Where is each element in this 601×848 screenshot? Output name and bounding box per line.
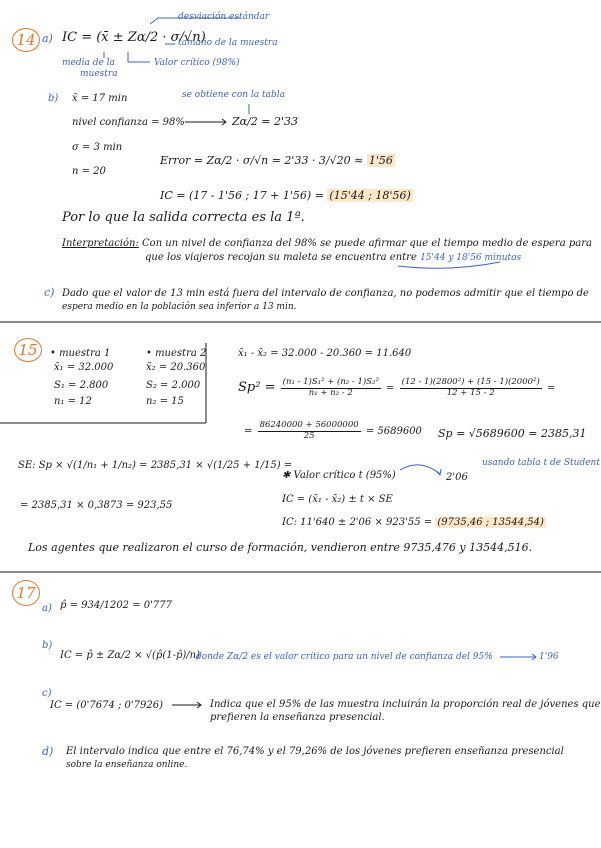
p15-valor-critico: ✱ Valor crítico t (95%)	[282, 470, 396, 481]
p14-interp-line1	[62, 238, 592, 250]
p17-c-formula: IC = (0'7674 ; 0'7926)	[50, 700, 163, 711]
p17-b-value: 1'96	[539, 652, 559, 662]
p14-interp-label: Interpretación:	[62, 238, 139, 249]
p15-sp-num: (n₁ - 1)S₁² + (n₂ - 1)S₂²	[282, 377, 379, 387]
p14-a-valor-critico: Valor crítico (98%)	[154, 58, 240, 68]
p14-a-formula: IC = (x̄ ± Zα/2 · σ/√n)	[62, 30, 206, 45]
p17-a-formula: p̂ = 934/1202 = 0'777	[60, 600, 172, 611]
p14-b-nivel: nivel confianza = 98%	[72, 117, 185, 128]
p14-b-sigma: σ = 3 min	[72, 142, 123, 153]
p15-calc-row: = $\frac{86240000 + 56000000}{25}$ = 5689600	[244, 420, 422, 441]
p14-b-xbar: x̄ = 17 min	[72, 93, 128, 104]
p15-ic-calc-row	[282, 517, 546, 529]
p14-interp-text2: que los viajeros recojan su maleta se encuentra entre	[145, 252, 417, 263]
p14-b-ic	[160, 190, 413, 203]
p14-c-line1: Dado que el valor de 13 min está fuera del intervalo de confianza, no podemos admitir que el tiempo de	[62, 288, 589, 299]
p15-sp-den: n₁ + n₂ - 2	[308, 387, 353, 398]
p14-b-z: Zα/2 = 2'33	[232, 115, 299, 128]
p15-calc-num: 86240000 + 56000000	[259, 420, 359, 430]
p15-conclusion: Los agentes que realizaron el curso de formación, vendieron entre 9735,476 y 13544,516.	[28, 541, 533, 554]
p14-b-error	[160, 155, 395, 168]
p14-b-n: n = 20	[72, 166, 106, 177]
p17-c-text2: prefieren la enseñanza presencial.	[210, 712, 385, 723]
p14-b-tabla: se obtiene con la tabla	[182, 90, 285, 100]
p15-sp-num2: (12 - 1)(2800²) + (15 - 1)(2000²)	[401, 377, 540, 387]
p14-b-error-formula: Error = Zα/2 · σ/√n = 2'33 · 3/√20 ≈	[160, 154, 364, 167]
p15-diff: x̄₁ - x̄₂ = 32.000 - 20.360 = 11.640	[238, 348, 412, 359]
p14-interp-line2	[145, 252, 521, 264]
p17-d-label: d)	[42, 745, 54, 758]
p17-a-label: a)	[42, 603, 52, 614]
p15-sp-frac2	[400, 378, 542, 399]
p14-b-error-value: 1'56	[368, 154, 393, 167]
p14-a-desviacion: desviación estándar	[178, 12, 270, 22]
p15-m1-x: x̄₁ = 32.000	[54, 362, 114, 373]
p15-vc-note: usando tabla t de Student	[482, 458, 600, 468]
p14-a-media1: media de la	[62, 58, 115, 68]
p15-se-line2: = 2385,31 × 0,3873 = 923,55	[20, 500, 173, 511]
p17-b-formula: IC = p̂ ± Zα/2 × √(p̂(1-p̂)/n)	[60, 650, 200, 661]
problem-15-number: 15	[14, 338, 42, 362]
p14-conclusion: Por lo que la salida correcta es la 1ª.	[62, 210, 305, 225]
p15-sp: Sp = √5689600 = 2385,31	[438, 427, 587, 440]
problem-17-number: 17	[12, 580, 40, 606]
p14-a-tamano: tamaño de la muestra	[178, 38, 278, 48]
p17-b-label: b)	[42, 640, 53, 651]
p15-se-line: SE: Sp × √(1/n₁ + 1/n₂) = 2385,31 × √(1/25 + 1/15) =	[18, 460, 293, 471]
p14-a-media2: muestra	[80, 69, 118, 79]
p17-c-label: c)	[42, 688, 52, 699]
problem-14-number: 14	[12, 28, 40, 52]
p14-b-label: b)	[48, 93, 59, 104]
p14-interp-text1: Con un nivel de confianza del 98% se puede afirmar que el tiempo medio de espera para	[142, 238, 592, 249]
p15-ic-calc: IC: 11'640 ± 2'06 × 923'55 =	[282, 517, 433, 528]
p17-d-text2: sobre la enseñanza online.	[66, 760, 188, 770]
p15-m2-title: • muestra 2	[146, 348, 207, 359]
p14-b-ic-value: (15'44 ; 18'56)	[329, 189, 411, 202]
p14-b-ic-formula: IC = (17 - 1'56 ; 17 + 1'56) =	[160, 189, 324, 202]
p15-ic-value: (9735,46 ; 13544,54)	[437, 517, 544, 528]
p15-m2-s: S₂ = 2.000	[146, 380, 201, 391]
p15-m1-s: S₁ = 2.800	[54, 380, 109, 391]
p15-sp-frac	[281, 378, 381, 399]
p15-sp-den2: 12 + 15 - 2	[446, 387, 495, 398]
p15-m2-x: x̄₂ = 20.360	[146, 362, 206, 373]
p15-m2-n: n₂ = 15	[146, 396, 184, 407]
p14-a-label: a)	[42, 32, 53, 45]
p15-calc-res: = 5689600	[365, 425, 422, 437]
p17-c-text1: Indica que el 95% de las muestra incluirán la proporción real de jóvenes que	[210, 699, 601, 710]
p17-d-text1: El intervalo indica que entre el 76,74% y el 79,26% de los jóvenes prefieren enseñanza presencial	[66, 746, 564, 757]
p15-m1-title: • muestra 1	[50, 348, 111, 359]
p15-vc-value: 2'06	[446, 472, 468, 483]
p14-c-label: c)	[44, 286, 55, 299]
p14-c-line2: espera medio en la población sea inferior a 13 min.	[62, 302, 297, 312]
p15-ic-formula: IC = (x̄₁ - x̄₂) ± t × SE	[282, 494, 393, 505]
p15-sp-lhs: Sp² =	[238, 379, 276, 395]
p15-m1-n: n₁ = 12	[54, 396, 92, 407]
p14-interp-range: 15'44 y 18'56 minutos	[420, 253, 522, 263]
p15-sp-row: Sp² = $\frac{\text{(n₁ - 1)S₁² + (n₂ - 1)S₂²}}{\text{n₁ + n₂ - 2}}$ = $\frac{\text{(12 - 1)(2800²) + (15 - 1)(2000²)}}{12 + 15 - 2}$ =	[238, 377, 556, 398]
p17-b-note: donde Zα/2 es el valor crítico para un nivel de confianza del 95%	[196, 652, 493, 662]
p15-calc-den: 25	[303, 430, 315, 441]
p15-calc-frac	[258, 421, 361, 442]
